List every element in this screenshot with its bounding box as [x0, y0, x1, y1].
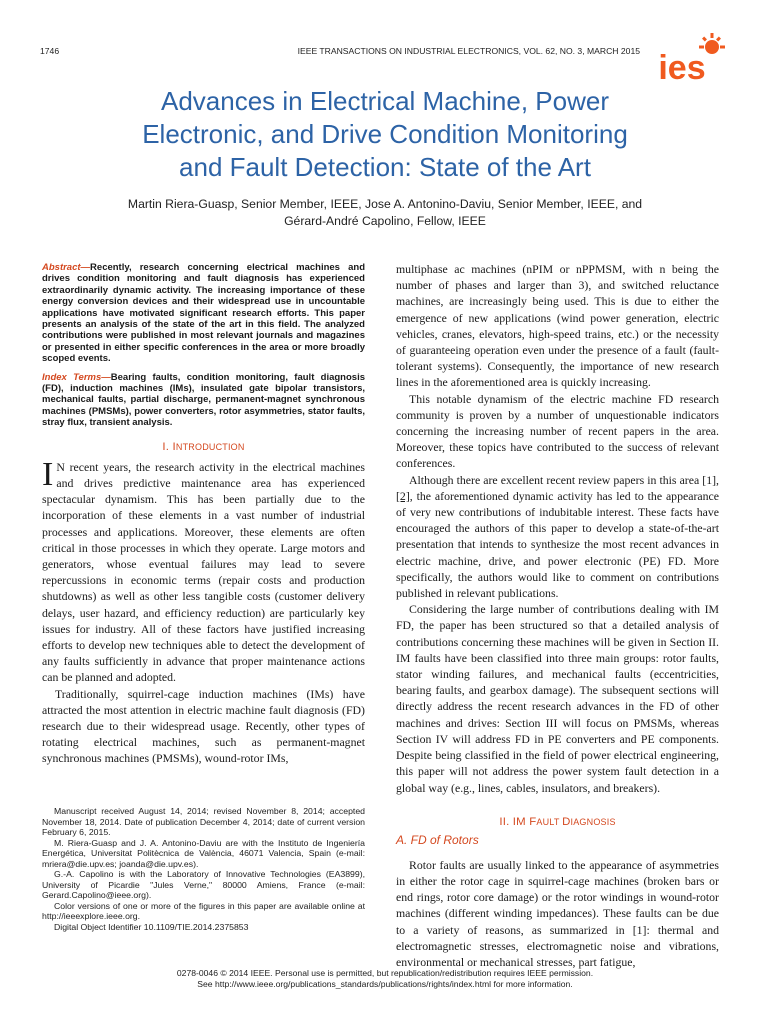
title-line-1: Advances in Electrical Machine, Power	[161, 86, 609, 116]
citation-2[interactable]: [2]	[396, 488, 410, 503]
copyright-line-2: See http://www.ieee.org/publications_standards/publications/rights/index.html for more information.	[197, 979, 573, 989]
section2-numeral: II. IM	[499, 815, 530, 828]
ies-logo	[640, 33, 726, 85]
drop-cap: I	[42, 455, 54, 493]
footnote-doi: Digital Object Identifier 10.1109/TIE.2014.2375853	[54, 921, 249, 932]
section2-word-2-rest: IAGNOSIS	[570, 816, 616, 827]
author-list	[60, 196, 710, 230]
index-terms-text: Bearing faults, condition monitoring, fault diagnosis (FD), induction machines (IMs), insulated gate bipolar transistors, mechanical faults, partial discharge, permanent-magnet synchronous machines (PMSMs), power converters, rotor asymmetries, stator faults, stray flux, transient analysis.	[42, 371, 365, 429]
section-heading-im-fault-diagnosis	[396, 816, 719, 828]
index-terms	[42, 372, 365, 429]
section-title-rest: NTRODUCTION	[175, 441, 245, 452]
citation-1[interactable]: [1],	[702, 472, 719, 487]
page-number: 1746	[40, 46, 60, 56]
section2-initial-f: F	[529, 815, 537, 828]
right-paragraph-2: This notable dynamism of the electric machine FD research community is proven by a number of unquestionable indicators concerning the increasing number of recent papers in the area. Moreover, these topics have contributed to the success of relevant conferences.	[396, 391, 719, 471]
footnote-affiliation-2: G.-A. Capolino is with the Laboratory of Innovative Technologies (EA3899), University of Picardie "Jules Verne," 80000 Amiens, France (e-mail: Gerard.Capolino@ieee.org).	[42, 869, 365, 900]
footnote-affiliation-1: M. Riera-Guasp and J. A. Antonino-Daviu are with the Instituto de Ingeniería Energética, Universitat Politècnica de València, 46071 Valencia, Spain (e-mail: mriera@die.upv.es; joanda@die.upv.es).	[42, 837, 365, 869]
copyright-line-1: 0278-0046 © 2014 IEEE. Personal use is permitted, but republication/redistribution requires IEEE permission.	[176, 968, 594, 978]
section2-initial-d: D	[562, 815, 571, 828]
index-terms-label: Index Terms—	[42, 371, 111, 383]
right-paragraph-3-lead: Although there are excellent recent review papers in this area	[409, 472, 703, 487]
abstract	[42, 262, 365, 365]
footnote-manuscript: Manuscript received August 14, 2014; revised November 8, 2014; accepted November 18, 2014. Date of publication December 4, 2014; date of current version February 6, 2015.	[42, 806, 365, 837]
intro-paragraph-1-text: N recent years, the research activity in the electrical machines and drives predictive maintenance area has experienced spectacular dynamism. This has been partially due to the incorporation of these elements in a vast number of industrial processes and applications. Moreover, these elements are often critical in those processes in which they operate. Large motors and generators, whose eventual failures may lead to severe repercussions in economic terms (repair costs and production shutdowns) as well as other less tangible costs (customer delivery delays, user hazard, and efficiency reduction) are particularly key issues for industry. All of these factors have justified increasing efforts to develop new techniques able to detect the development of any faults sufficiently in advance that proper maintenance actions can be planned and adopted.	[42, 459, 365, 685]
section-heading-introduction	[42, 441, 365, 453]
section-numeral: I.	[162, 440, 173, 453]
footnote-color-versions: Color versions of one or more of the figures in this paper are available online at http://ieeexplore.ieee.org.	[42, 900, 365, 921]
journal-header: IEEE TRANSACTIONS ON INDUSTRIAL ELECTRONICS, VOL. 62, NO. 3, MARCH 2015	[297, 46, 640, 56]
right-paragraph-1: multiphase ac machines (nPIM or nPPMSM, with n being the number of phases and larger than 3), and switched reluctance machines, are increasingly being used. This is due to either the emergence of new applications (wind power generation, electric vehicles, cranes, elevators, high-speed trains, etc.) or the necessity of guaranteeing operation even under the presence of a fault (fault-tolerant systems). Consequently, the importance of new research lines in the aforementioned area is quickly increasing.	[396, 262, 719, 390]
right-paragraph-3-text: , the aforementioned dynamic activity has led to the appearance of very new contributions of indubitable interest. These facts have encouraged the authors of this paper to develop a state-of-the-art presentation that intends to synthesize the most recent advances in electric machine, drive, and power electronic (PE) FD. More specifically, the authors would like to comment on contributions published in relevant publications.	[396, 488, 719, 601]
title-line-3: and Fault Detection: State of the Art	[179, 152, 591, 182]
right-paragraph-3	[396, 472, 719, 602]
right-paragraph-5: Rotor faults are usually linked to the appearance of asymmetries in either the rotor cage in squirrel-cage machines (broken bars or end rings, rotor core damage) or the rotor windings in wound-rotor machines (different winding impedances). These faults can be due to a variety of reasons, as summarized in [1]: thermal and electromagnetic stresses, electromagnetic noise and vibrations, environmental or mechanical stresses, part fatigue,	[396, 857, 719, 969]
title-line-2: Electronic, and Drive Condition Monitoring	[142, 119, 628, 149]
subsection-heading-fd-of-rotors: A. FD of Rotors	[396, 832, 479, 847]
intro-paragraph-2: Traditionally, squirrel-cage induction machines (IMs) have attracted the most attention in electric machine fault diagnosis (FD) research due to their widespread usage. Recently, other types of rotating electrical machines, such as permanent-magnet synchronous machines (PMSMs), wound-rotor IMs,	[42, 686, 365, 766]
section2-word-1-rest: AULT	[536, 816, 563, 827]
copyright-notice	[60, 968, 710, 990]
abstract-text: Recently, research concerning electrical machines and drives condition monitoring and fault diagnosis has experienced extraordinarily dynamic activity. The increasing importance of these energy conversion devices and their widespread use in uncountable applications have motivated significant research efforts. This paper presents an analysis of the state of the art in this field. The analyzed contributions were published in most relevant journals and magazines or presented in either specific conferences in the area or more broadly scoped events.	[42, 262, 365, 365]
left-column	[42, 262, 365, 767]
paper-title	[60, 85, 710, 184]
intro-paragraph-1	[42, 455, 365, 686]
abstract-label: Abstract—	[42, 262, 91, 273]
section-title-initial: I	[172, 440, 176, 453]
ies-logo-text: ies	[658, 49, 706, 85]
footnotes	[42, 806, 365, 932]
right-paragraph-4: Considering the large number of contributions dealing with IM FD, the paper has been structured so that a detailed analysis of contributions concerning these machines will be given in Section II. IM faults have been classified into three main groups: rotor faults, stator winding failures, and mechanical faults (eccentricities, bearing faults, and gearbox damage). The subsequent sections will directly address the recent research advances in the FD of other machines and drives: Section III will focus on PMSMs, whereas Section IV will address FD in PE converters and PE components. Despite being classified in the field of power electrical engineering, this paper will not address the power system fault detection in a global way (e.g., lines, cables, insulators, and breakers).	[396, 602, 719, 795]
author-line-1: Martin Riera-Guasp, Senior Member, IEEE, Jose A. Antonino-Daviu, Senior Member, IEEE, and	[127, 197, 643, 211]
author-line-2: Gérard-André Capolino, Fellow, IEEE	[284, 214, 486, 228]
right-column	[396, 261, 719, 970]
